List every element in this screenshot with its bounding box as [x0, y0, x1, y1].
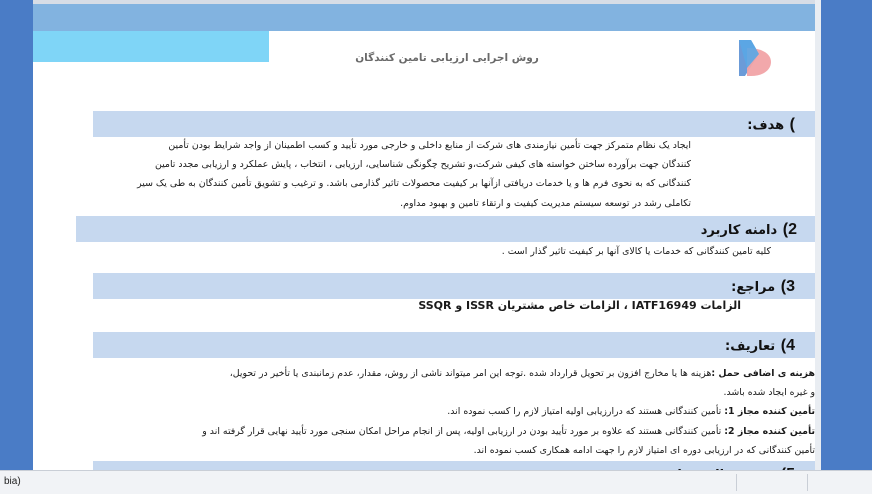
- goal-line-4: تکاملی رشد در توسعه سیستم مدیریت کیفیت و ارتقاء تامین و بهبود مداوم.: [400, 198, 691, 209]
- definition-approved-supplier-1-text: تأمین کنندگانی هستند که درارزیابی اولیه امتیاز لازم را کسب نموده اند.: [447, 406, 725, 417]
- section-goal-heading: [747, 111, 821, 137]
- definition-extra-freight-line-1: [230, 364, 815, 383]
- window-left-frame: [0, 0, 33, 470]
- status-divider: [736, 474, 737, 491]
- section-definitions-number: 4): [780, 337, 795, 354]
- section-references-number: 3): [780, 278, 795, 295]
- section-definitions-heading: [725, 332, 821, 358]
- definition-approved-supplier-1: [447, 402, 815, 421]
- status-bar: [0, 470, 872, 494]
- section-scope-title: دامنه کاربرد: [700, 223, 778, 238]
- section-references-heading: [731, 273, 821, 299]
- section-goal-band: [93, 111, 821, 137]
- goal-line-2: کنندگان جهت برآورده ساختن خواسته های کیفی شرکت،و تشریح چگونگی شناسایی، ارزیابی ، انتخاب ، پایش عملکرد و ارزیابی مجدد تامین: [154, 159, 691, 170]
- scope-text: کلیه تامین کنندگانی که خدمات یا کالای آنها بر کیفیت تاثیر گذار است .: [501, 246, 771, 257]
- definition-approved-supplier-2-text: تأمین کنندگانی هستند که علاوه بر مورد تأیید بودن در ارزیابی اولیه، پس از انجام مراحل امکان سنجی مورد تأیید نهایی قرار گرفته اند و: [202, 426, 725, 437]
- goal-line-1: ایجاد یک نظام متمرکز جهت تأمین نیازمندی های شرکت از منابع داخلی و خارجی مورد تأیید و کسب اطمینان از واجد شرایط بودن تأمین: [168, 140, 691, 151]
- company-logo-icon: [737, 38, 773, 78]
- status-divider: [807, 474, 808, 491]
- page-top-edge: [33, 0, 821, 4]
- document-header-title: روش اجرایی ارزیابی تامین کنندگان: [355, 52, 539, 64]
- window-right-frame: [821, 0, 872, 470]
- status-language[interactable]: bia): [4, 476, 21, 487]
- section-definitions-title: تعاریف:: [725, 339, 776, 354]
- goal-line-3: کنندگانی که به نحوی فرم ها و یا خدمات دریافتی ازآنها بر کیفیت محصولات تاثیر گذارمی باشد. و ترغیب و تشویق تأمین کنندگان به طی یک سیر: [137, 178, 691, 189]
- section-scope-number: 2): [782, 221, 797, 238]
- section-definitions-band: [93, 332, 821, 358]
- term-extra-freight: هزینه ی اضافی حمل :: [711, 368, 815, 379]
- term-approved-supplier-2: تأمین کننده مجاز 2:: [724, 426, 815, 437]
- definition-extra-freight-line-2: و غیره ایجاد شده باشد.: [723, 387, 815, 398]
- section-goal-title: هدف:: [747, 118, 785, 133]
- definition-approved-supplier-2-line-2: تأمین کنندگانی که در ارزیابی دوره ای امتیاز لازم را جهت ادامه همکاری کسب نموده اند.: [473, 445, 815, 456]
- term-approved-supplier-1: تأمین کننده مجاز 1:: [724, 406, 815, 417]
- vertical-scrollbar[interactable]: [815, 0, 821, 470]
- section-scope-heading: [701, 216, 821, 242]
- section-scope-band: [76, 216, 821, 242]
- document-page[interactable]: [33, 0, 821, 470]
- header-band: [33, 4, 821, 31]
- definition-extra-freight: هزینه ها یا مخارج افزون بر تحویل قرارداد شده .توجه این امر میتواند ناشی از روش، مقدار، عدم زمانبندی یا تأخیر در تحویل،: [229, 368, 712, 379]
- section-goal-number: ): [789, 116, 795, 133]
- section-references-title: مراجع:: [731, 280, 776, 295]
- definition-approved-supplier-2-line-1: [202, 422, 815, 441]
- references-text: الزامات IATF16949 ، الزامات خاص مشتریان ISSR و SSQR: [418, 299, 741, 312]
